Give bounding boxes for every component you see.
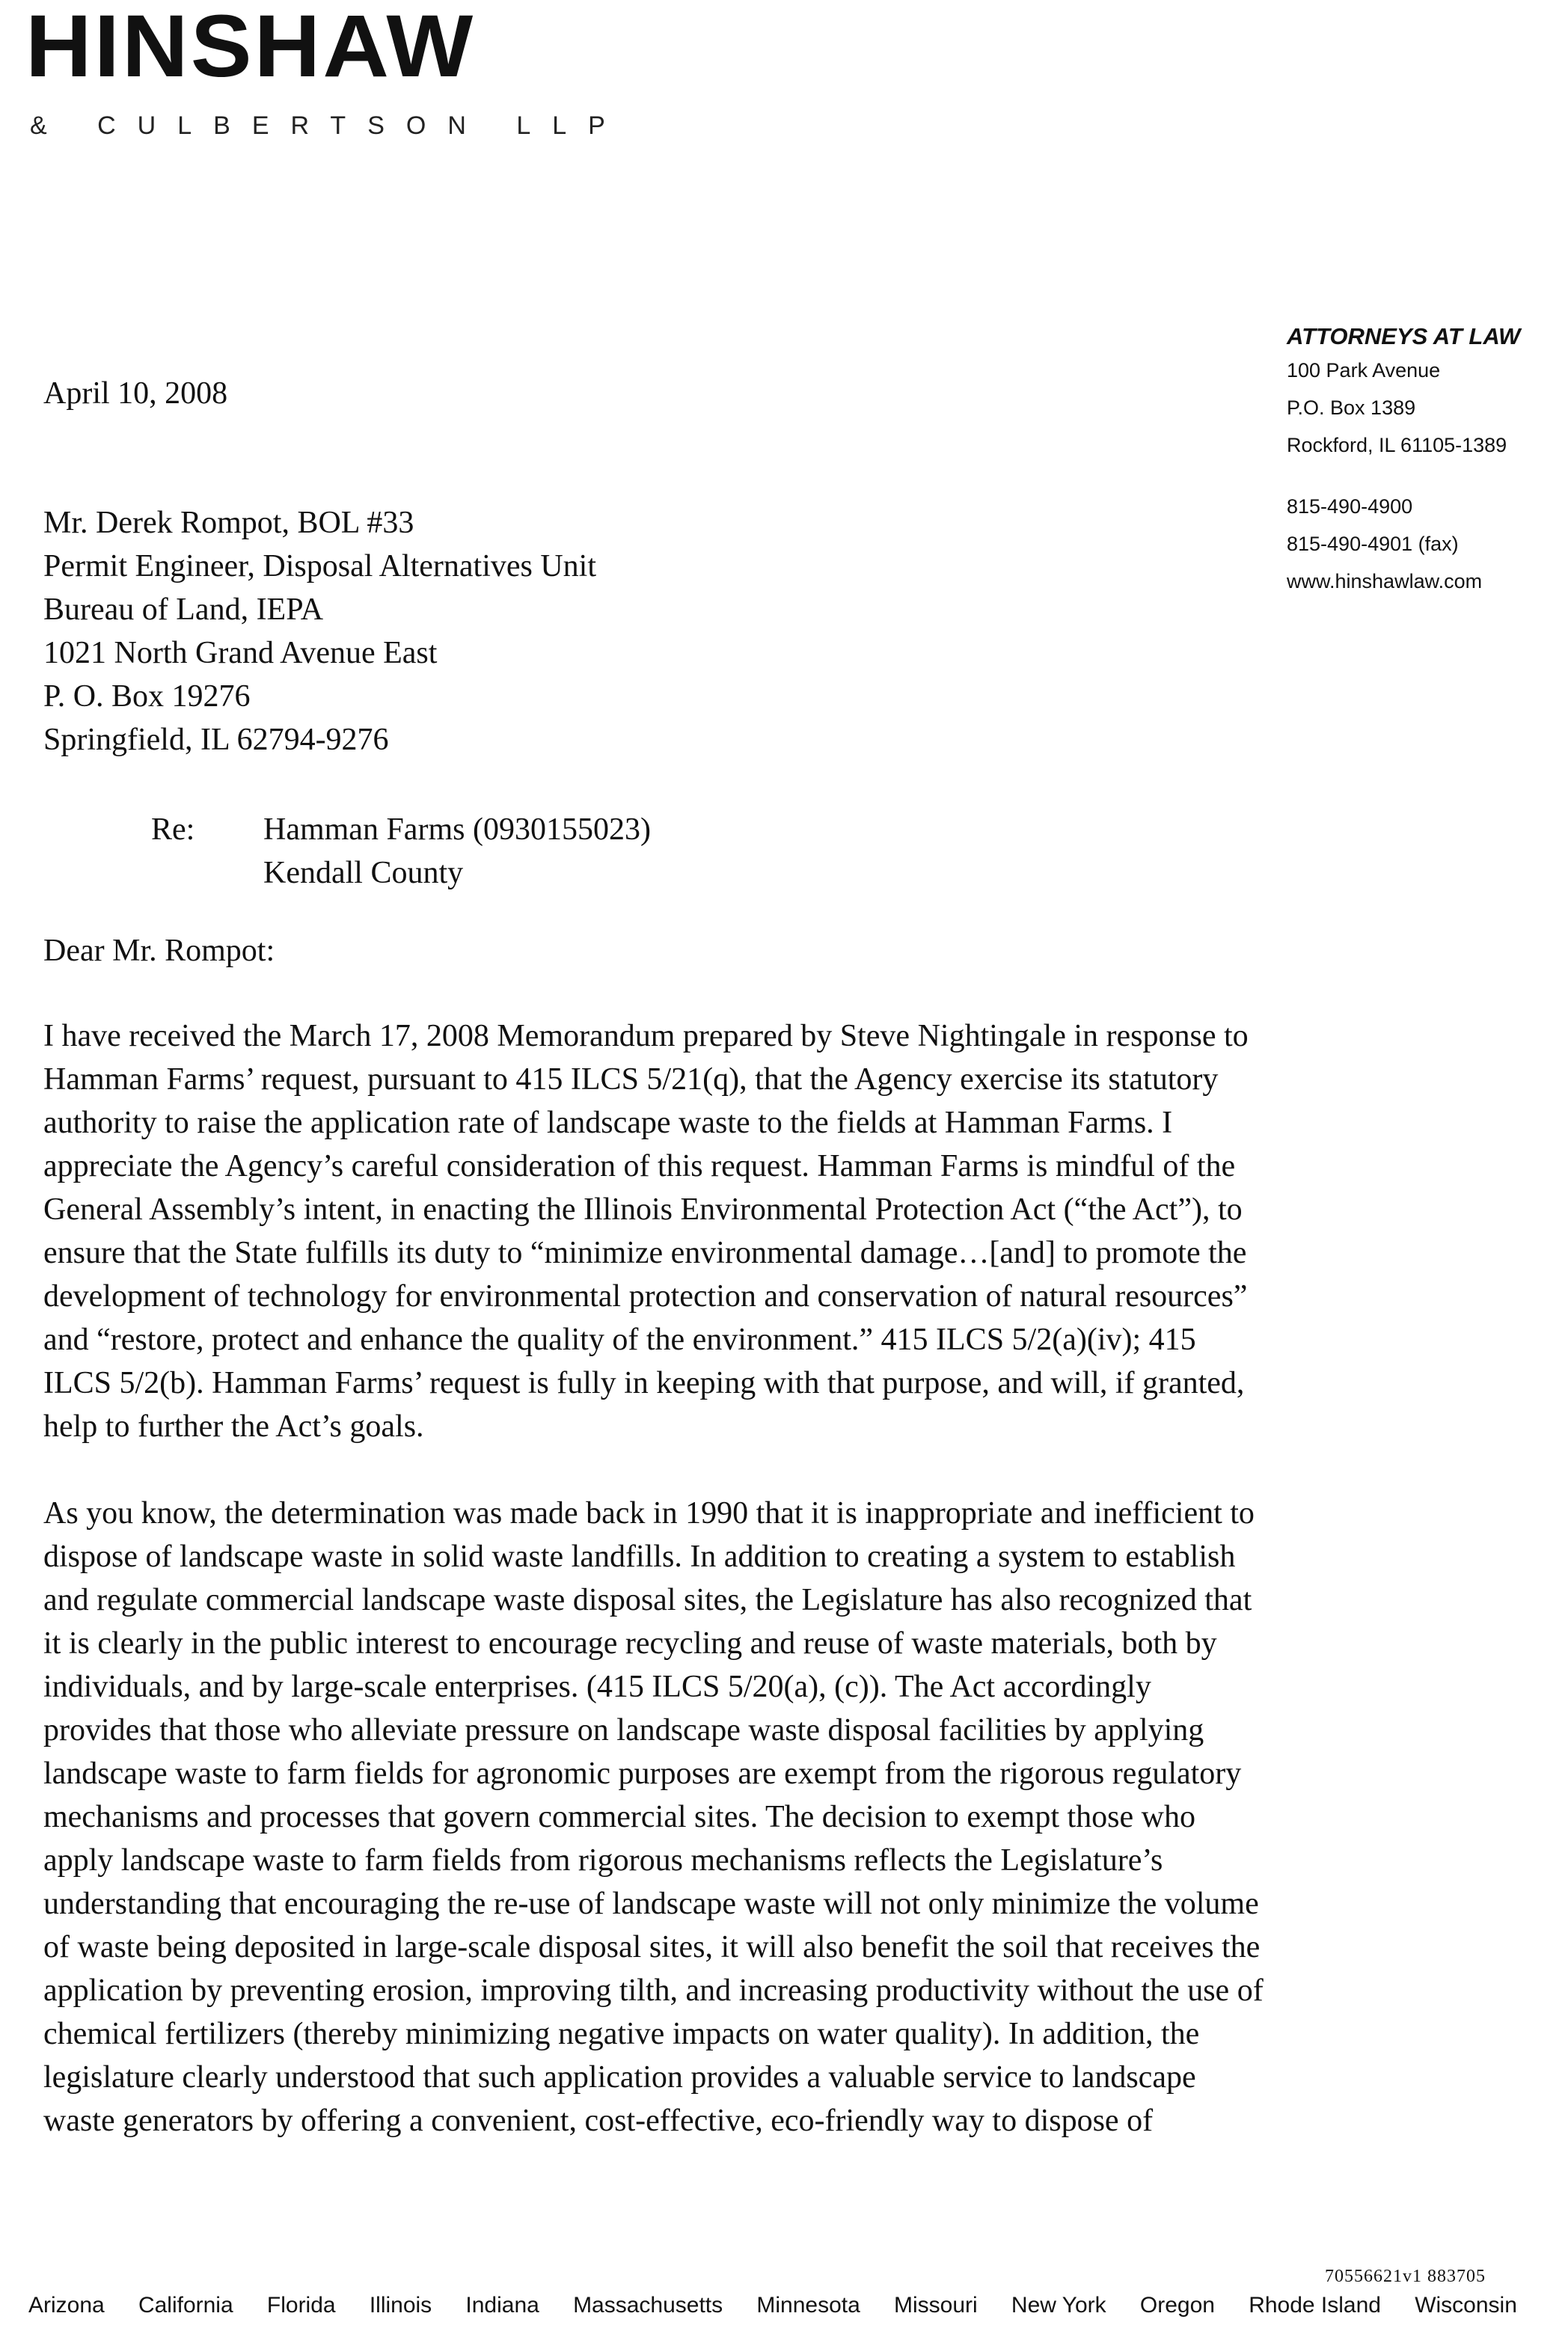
recipient-line: P. O. Box 19276 bbox=[43, 679, 251, 714]
recipient-address bbox=[43, 501, 596, 762]
office-state: Oregon bbox=[1139, 2293, 1215, 2318]
paragraph-line: of waste being deposited in large-scale disposal sites, it will also benefit the soil that receives the bbox=[43, 1930, 1261, 1964]
office-state: California bbox=[138, 2293, 233, 2318]
paragraph-line: dispose of landscape waste in solid waste landfills. In addition to creating a system to establish bbox=[43, 1540, 1236, 1574]
paragraph-line: chemical fertilizers (thereby minimizing negative impacts on water quality). In addition, the bbox=[43, 2017, 1200, 2051]
paragraph-line: ILCS 5/2(b). Hamman Farms’ request is fully in keeping with that purpose, and will, if granted, bbox=[43, 1366, 1245, 1400]
paragraph-line: help to further the Act’s goals. bbox=[43, 1409, 424, 1444]
office-state: Wisconsin bbox=[1415, 2293, 1517, 2318]
paragraph-line: legislature clearly understood that such application provides a valuable service to landscape bbox=[43, 2060, 1196, 2095]
re-subject bbox=[263, 808, 651, 895]
re-line: Hamman Farms (0930155023) bbox=[263, 812, 651, 847]
letter-date: April 10, 2008 bbox=[43, 376, 228, 411]
paragraph-line: waste generators by offering a convenient, cost-effective, eco-friendly way to dispose of bbox=[43, 2104, 1154, 2138]
paragraph-line: authority to raise the application rate of landscape waste to the fields at Hamman Farms. I bbox=[43, 1106, 1173, 1140]
paragraph-line: ensure that the State fulfills its duty to “minimize environmental damage…[and] to promote the bbox=[43, 1236, 1247, 1270]
office-state: Illinois bbox=[369, 2293, 432, 2318]
paragraph-line: Hamman Farms’ request, pursuant to 415 ILCS 5/21(q), that the Agency exercise its statutory bbox=[43, 1062, 1219, 1097]
recipient-line: Bureau of Land, IEPA bbox=[43, 592, 324, 627]
firm-logo-subtitle: & CULBERTSON LLP bbox=[30, 111, 627, 140]
office-state: Indiana bbox=[465, 2293, 539, 2318]
office-state: Minnesota bbox=[756, 2293, 860, 2318]
office-locations bbox=[28, 2291, 1517, 2321]
paragraph-line: apply landscape waste to farm fields from rigorous mechanisms reflects the Legislature’s bbox=[43, 1843, 1163, 1878]
paragraph-line: provides that those who alleviate pressure on landscape waste disposal facilities by applying bbox=[43, 1713, 1204, 1748]
firm-fax: 815-490-4901 (fax) bbox=[1287, 533, 1459, 555]
paragraph-line: it is clearly in the public interest to encourage recycling and reuse of waste materials, both by bbox=[43, 1626, 1217, 1661]
body-paragraph bbox=[43, 1014, 1480, 1448]
re-line: Kendall County bbox=[263, 856, 464, 890]
paragraph-line: I have received the March 17, 2008 Memorandum prepared by Steve Nightingale in response to bbox=[43, 1019, 1249, 1053]
paragraph-line: mechanisms and processes that govern commercial sites. The decision to exempt those who bbox=[43, 1800, 1195, 1834]
paragraph-line: appreciate the Agency’s careful consideration of this request. Hamman Farms is mindful of the bbox=[43, 1149, 1236, 1183]
firm-phone: 815-490-4900 bbox=[1287, 495, 1413, 518]
paragraph-line: General Assembly’s intent, in enacting the Illinois Environmental Protection Act (“the Act”), to bbox=[43, 1192, 1243, 1227]
salutation: Dear Mr. Rompot: bbox=[43, 934, 275, 968]
firm-logo-name: HINSHAW bbox=[25, 0, 476, 96]
body-paragraph bbox=[43, 1492, 1480, 2142]
recipient-line: 1021 North Grand Avenue East bbox=[43, 636, 438, 670]
paragraph-line: development of technology for environmental protection and conservation of natural resources” bbox=[43, 1279, 1248, 1314]
paragraph-line: individuals, and by large-scale enterprises. (415 ILCS 5/20(a), (c)). The Act accordingly bbox=[43, 1670, 1151, 1704]
office-state: Florida bbox=[266, 2293, 336, 2318]
firm-website: www.hinshawlaw.com bbox=[1287, 570, 1483, 592]
firm-address-line: Rockford, IL 61105-1389 bbox=[1287, 434, 1507, 456]
paragraph-line: landscape waste to farm fields for agronomic purposes are exempt from the rigorous regulatory bbox=[43, 1756, 1242, 1791]
office-state: Arizona bbox=[28, 2293, 105, 2318]
paragraph-line: and “restore, protect and enhance the quality of the environment.” 415 ILCS 5/2(a)(iv); 415 bbox=[43, 1323, 1196, 1357]
paragraph-line: and regulate commercial landscape waste disposal sites, the Legislature has also recognized that bbox=[43, 1583, 1252, 1617]
firm-address-line: P.O. Box 1389 bbox=[1287, 396, 1416, 419]
office-state: Massachusetts bbox=[573, 2293, 723, 2318]
recipient-line: Springfield, IL 62794-9276 bbox=[43, 723, 389, 757]
office-state: New York bbox=[1011, 2293, 1106, 2318]
paragraph-line: understanding that encouraging the re-use of landscape waste will not only minimize the volume bbox=[43, 1887, 1259, 1921]
recipient-line: Mr. Derek Rompot, BOL #33 bbox=[43, 506, 414, 540]
recipient-line: Permit Engineer, Disposal Alternatives Unit bbox=[43, 549, 597, 584]
paragraph-line: application by preventing erosion, improving tilth, and increasing productivity without the use of bbox=[43, 1973, 1264, 2008]
firm-contact-block bbox=[1287, 322, 1568, 600]
document-id: 70556621v1 883705 bbox=[1325, 2267, 1486, 2286]
firm-tagline: ATTORNEYS AT LAW bbox=[1287, 323, 1521, 349]
office-state: Rhode Island bbox=[1249, 2293, 1381, 2318]
paragraph-line: As you know, the determination was made back in 1990 that it is inappropriate and inefficient to bbox=[43, 1496, 1255, 1531]
firm-address-line: 100 Park Avenue bbox=[1287, 359, 1441, 382]
office-state: Missouri bbox=[894, 2293, 978, 2318]
re-label: Re: bbox=[151, 812, 195, 847]
